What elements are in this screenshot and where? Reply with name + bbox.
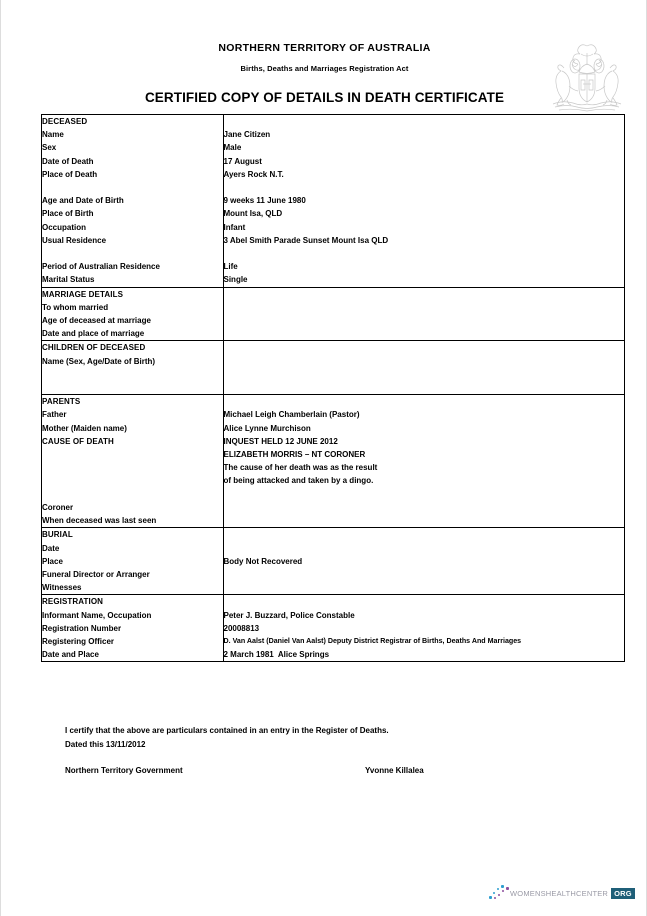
label-line: Place (42, 556, 63, 566)
value-line: of being attacked and taken by a dingo. (223, 476, 374, 486)
label-line: Period of Australian Residence (42, 262, 160, 272)
label-line: Funeral Director or Arranger (42, 569, 150, 579)
value-spacer (224, 514, 625, 527)
value-line: Male (223, 143, 242, 153)
issuing-authority: Northern Territory Government (65, 766, 183, 775)
section-parents-cause (42, 395, 624, 528)
value-spacer (224, 542, 625, 555)
value-line: ELIZABETH MORRIS – NT CORONER (223, 450, 366, 460)
signatory-name: Yvonne Killalea (365, 766, 424, 775)
label-line: Name (42, 130, 64, 140)
section-burial (42, 528, 624, 595)
value-spacer (224, 581, 625, 594)
page-title: CERTIFIED COPY OF DETAILS IN DEATH CERTIFICATE (144, 90, 505, 105)
label-spacer (42, 247, 223, 260)
label-line: Date and Place (42, 650, 99, 660)
label-line: Occupation (42, 222, 87, 232)
certification-block (65, 724, 585, 752)
value-spacer (224, 327, 625, 340)
label-line: CAUSE OF DEATH (42, 436, 114, 446)
value-line: Life (223, 262, 238, 272)
value-spacer (224, 528, 625, 541)
certify-statement: I certify that the above are particulars contained in an entry in the Register of Deaths. (65, 726, 389, 735)
value-line: D. Van Aalst (Daniel Van Aalst) Deputy District Registrar of Births, Deaths And Marriages (223, 636, 522, 645)
label-line: Usual Residence (42, 235, 107, 245)
burial-values (223, 528, 624, 595)
value-line: 20008813 (223, 623, 260, 633)
deceased-labels (42, 115, 223, 287)
label-line: REGISTRATION (42, 597, 104, 607)
value-line: 9 weeks 11 June 1980 (223, 196, 306, 206)
label-line: MARRIAGE DETAILS (42, 289, 124, 299)
registration-labels (42, 595, 223, 662)
watermark-badge: ORG (611, 888, 635, 899)
marriage-values (223, 287, 624, 341)
label-line: Date and place of marriage (42, 329, 145, 339)
label-spacer (42, 181, 223, 194)
value-line: The cause of her death was as the result (223, 463, 378, 473)
label-spacer (42, 448, 223, 461)
value-line: Ayers Rock N.T. (223, 169, 284, 179)
coat-of-arms-icon (539, 40, 635, 114)
value-spacer (224, 247, 625, 260)
value-spacer (224, 301, 625, 314)
signature-block (65, 766, 585, 775)
value-line: Single (223, 275, 248, 285)
label-line: Registration Number (42, 623, 122, 633)
label-spacer (42, 488, 223, 501)
value-line: Mount Isa, QLD (223, 209, 283, 219)
value-line: Infant (223, 222, 246, 232)
label-line: When deceased was last seen (42, 516, 157, 526)
label-line: Place of Death (42, 169, 98, 179)
value-spacer (224, 595, 625, 608)
value-spacer (224, 501, 625, 514)
value-spacer (224, 368, 625, 381)
value-spacer (224, 288, 625, 301)
deceased-values (223, 115, 624, 287)
label-line: To whom married (42, 302, 109, 312)
parents-labels (42, 395, 223, 528)
organisation-title: NORTHERN TERRITORY OF AUSTRALIA (218, 42, 431, 54)
label-line: Marital Status (42, 275, 95, 285)
value-line: 2 March 1981 Alice Springs (223, 650, 330, 660)
act-subtitle: Births, Deaths and Marriages Registration Act (240, 64, 409, 73)
label-line: Witnesses (42, 583, 82, 593)
label-spacer (42, 474, 223, 487)
value-line: Alice Lynne Murchison (223, 423, 311, 433)
label-line: Date of Death (42, 156, 94, 166)
label-line: BURIAL (42, 530, 73, 540)
children-labels (42, 341, 223, 395)
watermark-dots-icon (488, 885, 510, 901)
value-spacer (224, 355, 625, 368)
section-registration (42, 595, 624, 662)
value-spacer (224, 314, 625, 327)
label-line: Age and Date of Birth (42, 196, 124, 206)
site-watermark (488, 884, 635, 902)
value-line: INQUEST HELD 12 JUNE 2012 (223, 436, 338, 446)
value-spacer (224, 341, 625, 354)
label-line: DECEASED (42, 117, 88, 126)
label-line: Date (42, 543, 60, 553)
value-spacer (224, 381, 625, 394)
section-children (42, 341, 624, 395)
dated-line: Dated this 13/11/2012 (65, 740, 146, 749)
value-line: Jane Citizen (223, 130, 271, 140)
value-line: Peter J. Buzzard, Police Constable (223, 610, 355, 620)
label-line: Informant Name, Occupation (42, 610, 152, 620)
marriage-labels (42, 287, 223, 341)
children-values (223, 341, 624, 395)
label-line: Age of deceased at marriage (42, 316, 151, 326)
burial-labels (42, 528, 223, 595)
label-line: Registering Officer (42, 636, 115, 646)
value-line: 17 August (223, 156, 262, 166)
label-line: Mother (Maiden name) (42, 423, 127, 433)
label-spacer (42, 368, 223, 381)
value-spacer (224, 181, 625, 194)
section-deceased (42, 115, 624, 287)
value-spacer (224, 115, 625, 128)
value-line: Body Not Recovered (223, 556, 303, 566)
value-spacer (224, 395, 625, 408)
value-line: 3 Abel Smith Parade Sunset Mount Isa QLD (223, 235, 389, 245)
parents-values (223, 395, 624, 528)
label-spacer (42, 381, 223, 394)
label-spacer (42, 461, 223, 474)
label-line: Father (42, 410, 67, 420)
watermark-text: WOMENSHEALTHCENTER (510, 888, 609, 898)
label-line: PARENTS (42, 397, 81, 407)
section-marriage (42, 287, 624, 341)
registration-values (223, 595, 624, 662)
value-spacer (224, 488, 625, 501)
label-line: Place of Birth (42, 209, 94, 219)
label-line: Coroner (42, 502, 74, 512)
certificate-details-table (41, 114, 625, 662)
value-spacer (224, 568, 625, 581)
label-line: Name (Sex, Age/Date of Birth) (42, 356, 156, 366)
label-line: CHILDREN OF DECEASED (42, 343, 146, 353)
value-line: Michael Leigh Chamberlain (Pastor) (223, 410, 360, 420)
label-line: Sex (42, 143, 57, 153)
